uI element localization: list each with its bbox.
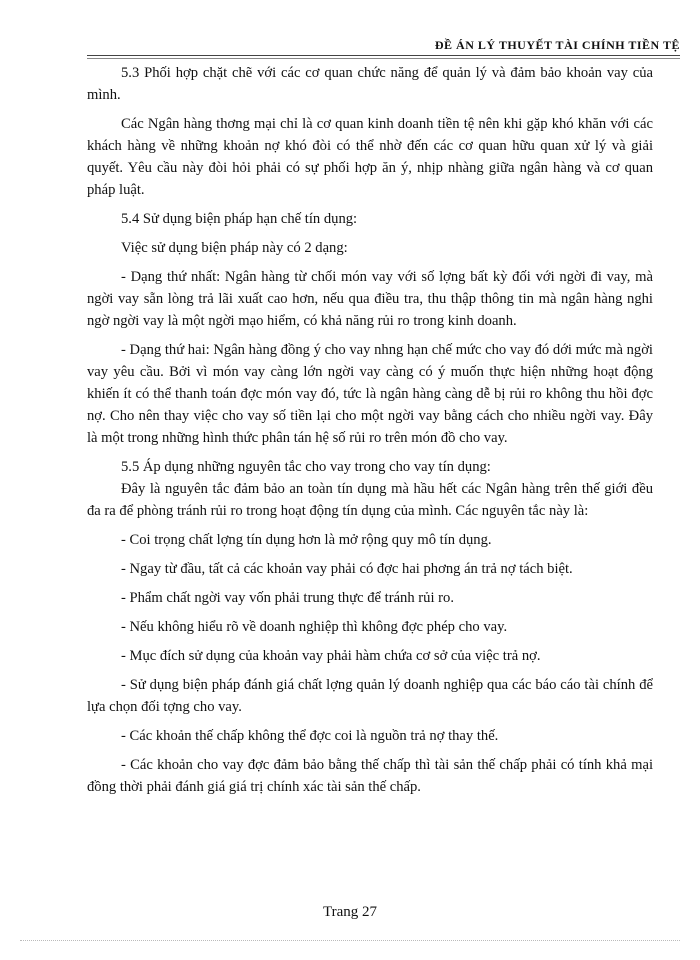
paragraph: Đây là nguyên tắc đảm bảo an toàn tín dụng mà hầu hết các Ngân hàng trên thế giới đều đa ra để phòng tránh rủi ro trong hoạt động tín dụng của mình. Các nguyên tắc này là: — [87, 481, 653, 519]
header-rule-secondary — [87, 58, 680, 59]
section-heading-5-4: 5.4 Sử dụng biện pháp hạn chế tín dụng: — [121, 211, 358, 227]
list-item: - Ngay từ đầu, tất cả các khoản vay phải có đợc hai phơng án trả nợ tách biệt. — [121, 561, 573, 577]
section-heading-5-5: 5.5 Áp dụng những nguyên tắc cho vay trong cho vay tín dụng: — [121, 459, 491, 475]
page-bottom-border — [20, 940, 680, 941]
paragraph: Việc sử dụng biện pháp này có 2 dạng: — [121, 240, 348, 256]
paragraph: Các Ngân hàng thơng mại chỉ là cơ quan kinh doanh tiền tệ nên khi gặp khó khăn với các khách hàng về những khoản nợ khó đòi có thể nhờ đến các cơ quan hữu quan xử lý và giải quyết. Yêu cầu này đòi hỏi phải có sự phối hợp ăn ý, nhịp nhàng giữa ngân hàng và cơ quan pháp luật. — [87, 116, 653, 198]
header-rule — [87, 55, 680, 56]
page-number: Trang 27 — [322, 904, 378, 920]
list-item: - Các khoản thế chấp không thể đợc coi là nguồn trả nợ thay thế. — [121, 728, 499, 744]
list-item: - Các khoản cho vay đợc đảm bảo bằng thế chấp thì tài sản thế chấp phải có tính khả mại đồng thời phải đánh giá giá trị chính xác tài sản thế chấp. — [87, 757, 653, 795]
list-item: - Phẩm chất ngời vay vốn phải trung thực để tránh rủi ro. — [121, 590, 454, 606]
list-item: - Coi trọng chất lợng tín dụng hơn là mở rộng quy mô tín dụng. — [121, 532, 492, 548]
list-item: - Dạng thứ hai: Ngân hàng đồng ý cho vay nhng hạn chế mức cho vay đó dới mức mà ngời vay yêu cầu. Bởi vì món vay càng lớn ngời vay càng có ý muốn thực hiện những hoạt động khiến ít có thể thanh toán đợc món vay đó, tức là ngân hàng càng dễ bị rủi ro không thu hồi đợc nợ. Cho nên thay việc cho vay số tiền lại cho một ngời vay bằng cách cho nhiều ngời vay. Đây là một trong những hình thức phân tán hệ số rủi ro trên món đồ cho vay. — [87, 342, 653, 446]
section-heading-5-3: 5.3 Phối hợp chặt chẽ với các cơ quan chức năng để quản lý và đảm bảo khoản vay của mình. — [87, 65, 653, 103]
list-item: - Mục đích sử dụng của khoản vay phải hàm chứa cơ sở của việc trả nợ. — [121, 648, 541, 664]
document-body — [87, 62, 653, 805]
list-item: - Dạng thứ nhất: Ngân hàng từ chối món vay với số lợng bất kỳ đối với ngời đi vay, mà ngời vay sẵn lòng trả lãi xuất cao hơn, nếu qua điều tra, thu thập thông tin mà ngân hàng nghi ngờ ngời vay là một ngời mạo hiểm, có khả năng rủi ro trong kinh doanh. — [87, 269, 653, 329]
list-item: - Sử dụng biện pháp đánh giá chất lợng quản lý doanh nghiệp qua các báo cáo tài chính để lựa chọn đối tợng cho vay. — [87, 677, 653, 715]
list-item: - Nếu không hiểu rõ về doanh nghiệp thì không đợc phép cho vay. — [121, 619, 508, 635]
running-header: ĐỀ ÁN LÝ THUYẾT TÀI CHÍNH TIỀN TỆ — [434, 38, 680, 52]
